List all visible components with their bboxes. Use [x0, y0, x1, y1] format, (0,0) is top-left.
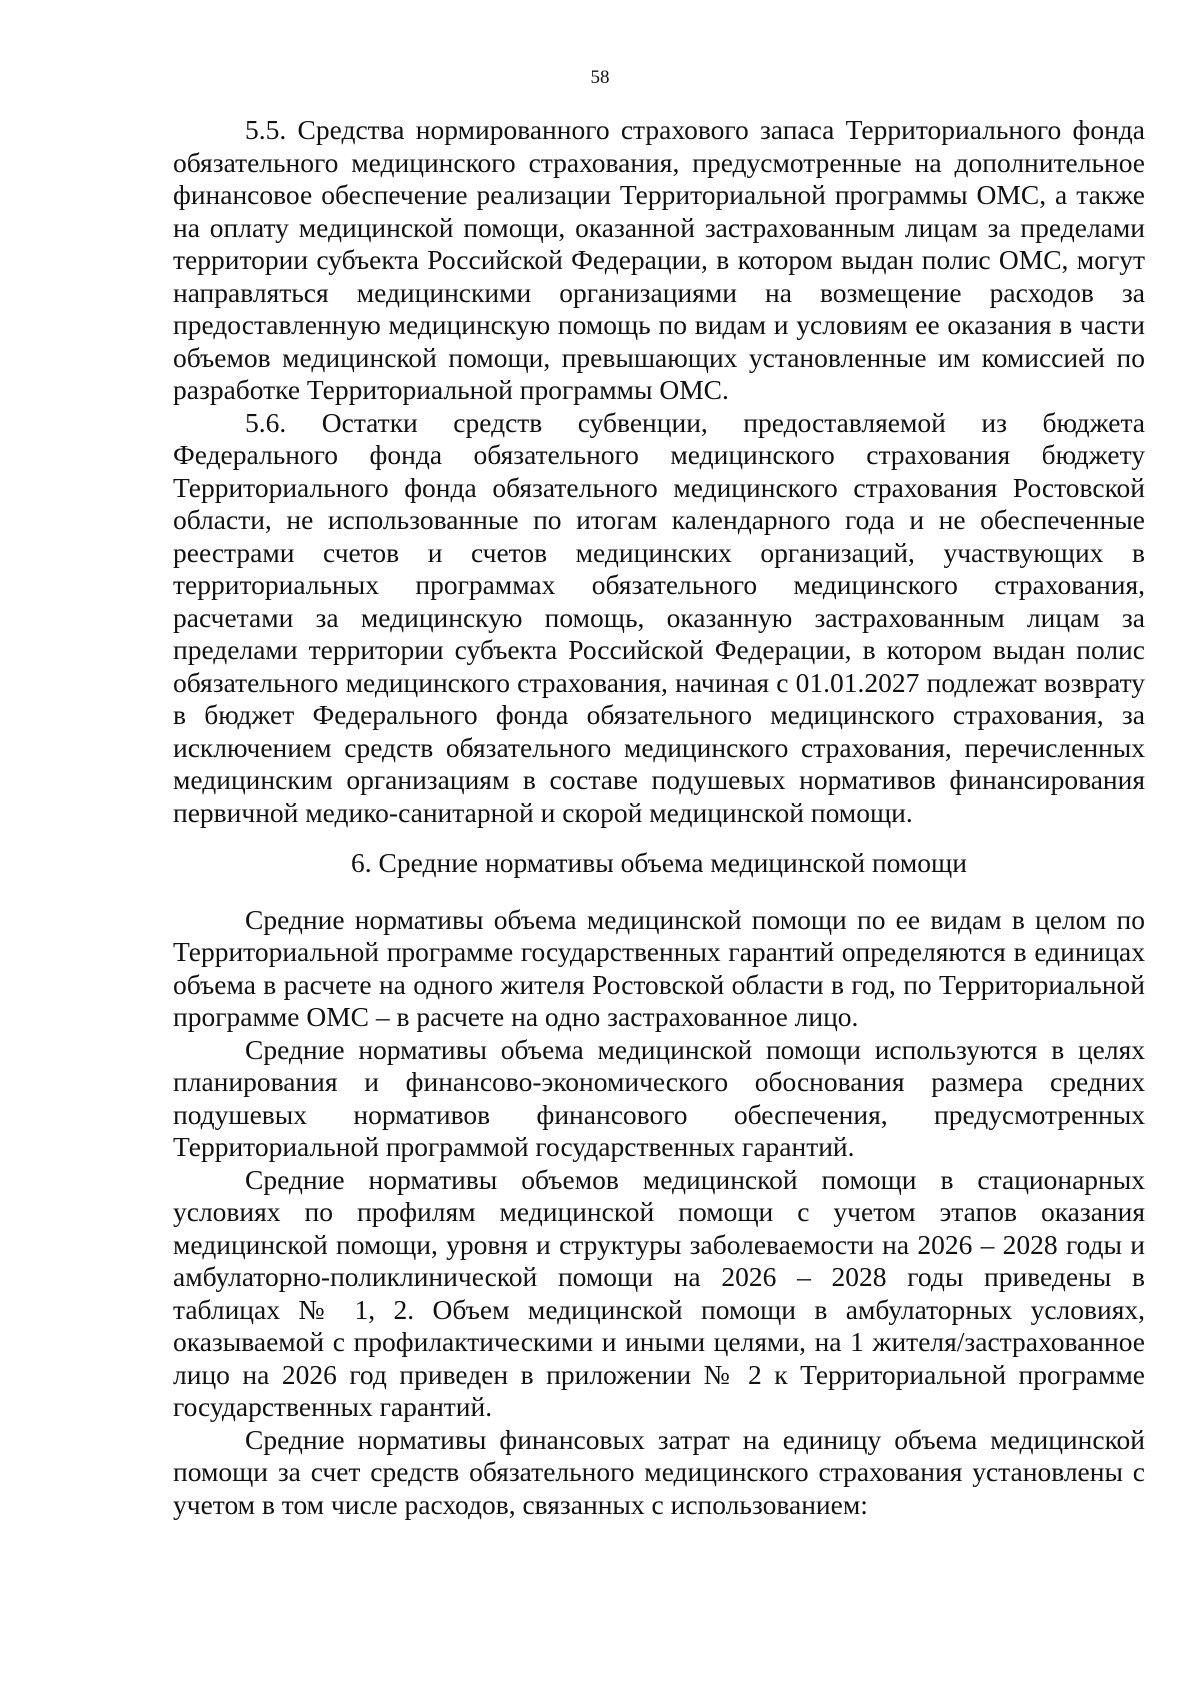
paragraph-5-5: 5.5. Средства нормированного страхового запаса Территориального фонда обязательного медицинского страхования, предусмотренные на дополнительное финансовое обеспечение реализации Территориальной программы ОМС, а также на оплату медицинской помощи, оказанной застрахованным лицам за пределами территории субъекта Российской Федерации, в котором выдан полис ОМС, могут направляться медицинскими организациями на возмещение расходов за предоставленную медицинскую помощь по видам и условиям ее оказания в части объемов медицинской помощи, превышающих установленные им комиссией по разработке Территориальной программы ОМС. — [173, 114, 1145, 405]
paragraph-inpatient-norms: Средние нормативы объемов медицинской помощи в стационарных условиях по профилям медицинской помощи с учетом этапов оказания медицинской помощи, уровня и структуры заболеваемости на 2026 – 2028 годы и амбулаторно-поликлинической помощи на 2026 – 2028 годы приведены в таблицах № 1, 2. Объем медицинской помощи в амбулаторных условиях, оказываемой с профилактическими и иными целями, на 1 жителя/застрахованное лицо на 2026 год приведен в приложении № 2 к Территориальной программе государственных гарантий. — [173, 1163, 1145, 1422]
page-number: 58 — [590, 67, 610, 88]
section-heading: 6. Средние нормативы объема медицинской помощи — [351, 847, 967, 878]
paragraph-financial-norms: Средние нормативы финансовых затрат на единицу объема медицинской помощи за счет средств обязательного медицинского страхования установлены с учетом в том числе расходов, связанных с использованием: — [173, 1423, 1145, 1520]
paragraph-norms-usage: Средние нормативы объема медицинской помощи используются в целях планирования и финансово-экономического обоснования размера средних подушевых нормативов финансового обеспечения, предусмотренных Территориальной программой государственных гарантий. — [173, 1033, 1145, 1162]
paragraph-5-6: 5.6. Остатки средств субвенции, предоставляемой из бюджета Федерального фонда обязательного медицинского страхования бюджету Территориального фонда обязательного медицинского страхования Ростовской области, не использованные по итогам календарного года и не обеспеченные реестрами счетов и счетов медицинских организаций, участвующих в территориальных программах обязательного медицинского страхования, расчетами за медицинскую помощь, оказанную застрахованным лицам за пределами территории субъекта Российской Федерации, в котором выдан полис обязательного медицинского страхования, начиная с 01.01.2027 подлежат возврату в бюджет Федерального фонда обязательного медицинского страхования, за исключением средств обязательного медицинского страхования, перечисленных медицинским организациям в составе подушевых нормативов финансирования первичной медико-санитарной и скорой медицинской помощи. — [173, 406, 1145, 828]
paragraph-volume-norms: Средние нормативы объема медицинской помощи по ее видам в целом по Территориальной программе государственных гарантий определяются в единицах объема в расчете на одного жителя Ростовской области в год, по Территориальной программе ОМС – в расчете на одно застрахованное лицо. — [173, 903, 1145, 1032]
document-body — [173, 114, 1145, 1521]
